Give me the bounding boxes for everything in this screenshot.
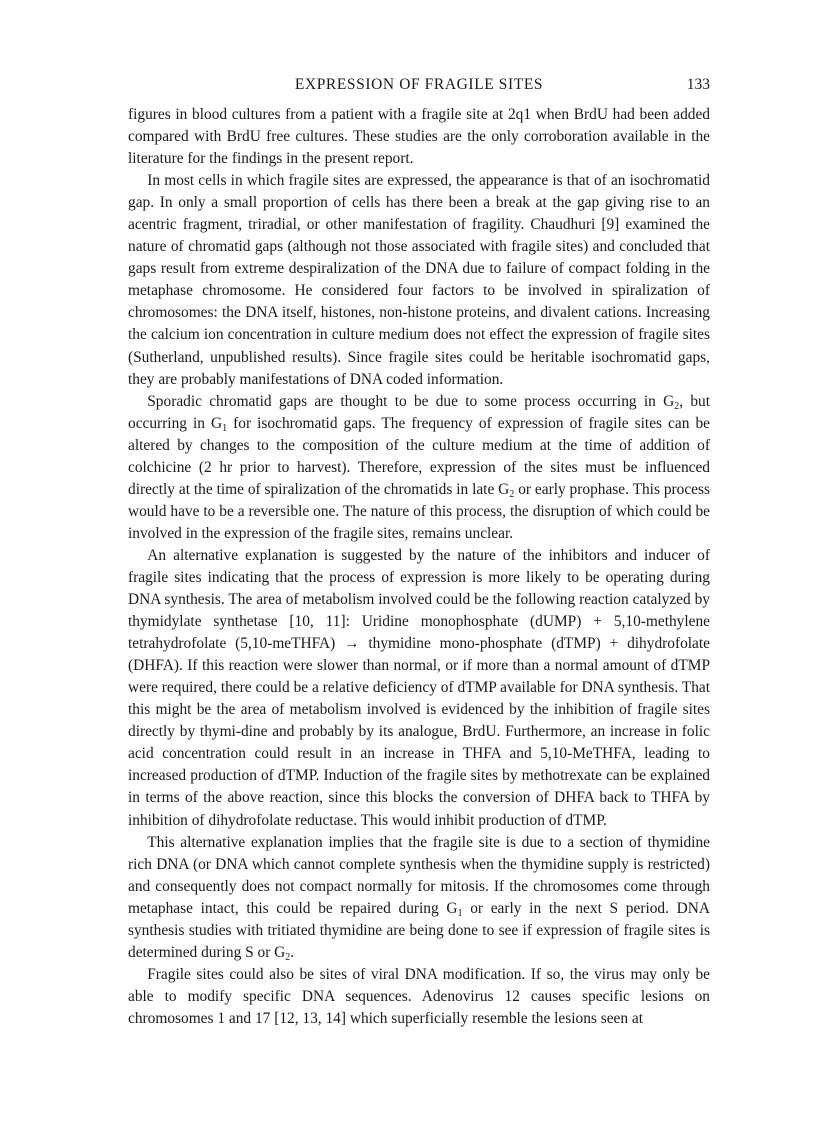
subscript: 1: [222, 422, 228, 434]
body-paragraph: [128, 964, 710, 1030]
text-run: or early prophase. This process would have to be a reversible one. The nature of this process, the disruption of which could be involved in the expression of the fragile sites, remains unclear.: [128, 480, 710, 542]
text-run: for isochromatid gaps. The frequency of expression of fragile sites can be altered by changes to the composition of the culture medium at the time of addition of colchicine (2 hr prior to harvest). Therefore, expression of the sites must be influenced directly at the time of spiralization of the chromatids in late G: [128, 414, 710, 498]
subscript: 2: [509, 488, 515, 500]
running-title: EXPRESSION OF FRAGILE SITES: [294, 76, 544, 93]
page-number: 133: [686, 76, 710, 93]
body-paragraph: [128, 832, 710, 964]
body-paragraph: [128, 104, 710, 170]
subscript: 2: [674, 400, 680, 412]
article-body: [128, 104, 710, 1030]
text-run: This alternative explanation implies that the fragile site is due to a section of thymidine rich DNA (or DNA which cannot complete synthesis when the thymidine supply is restricted) and consequently does not compact normally for mitosis. If the chromosomes come through metaphase intact, this could be repaired during G: [128, 833, 710, 917]
body-paragraph: [128, 391, 710, 545]
text-run: An alternative explanation is suggested by the nature of the inhibitors and inducer of fragile sites indicating that the process of expression is more likely to be operating during DNA synthesis. The area of metabolism involved could be the following reaction catalyzed by thymidylate synthetase [10, 11]: Uridine monophosphate (dUMP) + 5,10-methylene tetrahydrofolate (5,10-meTHFA) → thymidine mono-phosphate (dTMP) + dihydrofolate (DHFA). If this reaction were slower than normal, or if more than a normal amount of dTMP were required, there could be a relative deficiency of dTMP available for DNA synthesis. That this might be the area of metabolism involved is evidenced by the inhibition of fragile sites directly by thymi-dine and probably by its analogue, BrdU. Furthermore, an increase in folic acid concentration could result in an increase in THFA and 5,10-MeTHFA, leading to increased production of dTMP. Induction of the fragile sites by methotrexate can be explained in terms of the above reaction, since this blocks the conversion of DHFA back to THFA by inhibition of dihydrofolate reductase. This would inhibit production of dTMP.: [128, 546, 710, 829]
text-run: Fragile sites could also be sites of viral DNA modification. If so, the virus may only be able to modify specific DNA sequences. Adenovirus 12 causes specific lesions on chromosomes 1 and 17 [12, 13, 14] which superficially resemble the lesions seen at: [128, 965, 710, 1027]
text-run: .: [290, 943, 295, 961]
text-run: or early in the next S period. DNA synthesis studies with tritiated thymidine are being done to see if expression of fragile sites is determined during S or G: [128, 899, 710, 961]
body-paragraph: [128, 545, 710, 832]
text-run: Sporadic chromatid gaps are thought to be due to some process occurring in G: [147, 392, 675, 410]
text-run: figures in blood cultures from a patient with a fragile site at 2q1 when BrdU had been added compared with BrdU free cultures. These studies are the only corroboration available in the literature for the findings in the present report.: [128, 106, 710, 168]
subscript: 1: [457, 907, 463, 919]
page-header: [128, 76, 710, 96]
text-run: , but occurring in G: [128, 392, 710, 432]
body-paragraph: [128, 170, 710, 390]
text-run: In most cells in which fragile sites are expressed, the appearance is that of an isochromatid gap. In only a small proportion of cells has there been a break at the gap giving rise to an acentric fragment, triradial, or other manifestation of fragility. Chaudhuri [9] examined the nature of chromatid gaps (although not those associated with fragile sites) and concluded that gaps result from extreme despiralization of the DNA due to failure of compact folding in the metaphase chromosome. He considered four factors to be involved in spiralization of chromosomes: the DNA itself, histones, non-histone proteins, and divalent cations. Increasing the calcium ion concentration in culture medium does not effect the expression of fragile sites (Sutherland, unpublished results). Since fragile sites could be heritable isochromatid gaps, they are probably manifestations of DNA coded information.: [128, 172, 710, 388]
subscript: 2: [285, 951, 291, 963]
